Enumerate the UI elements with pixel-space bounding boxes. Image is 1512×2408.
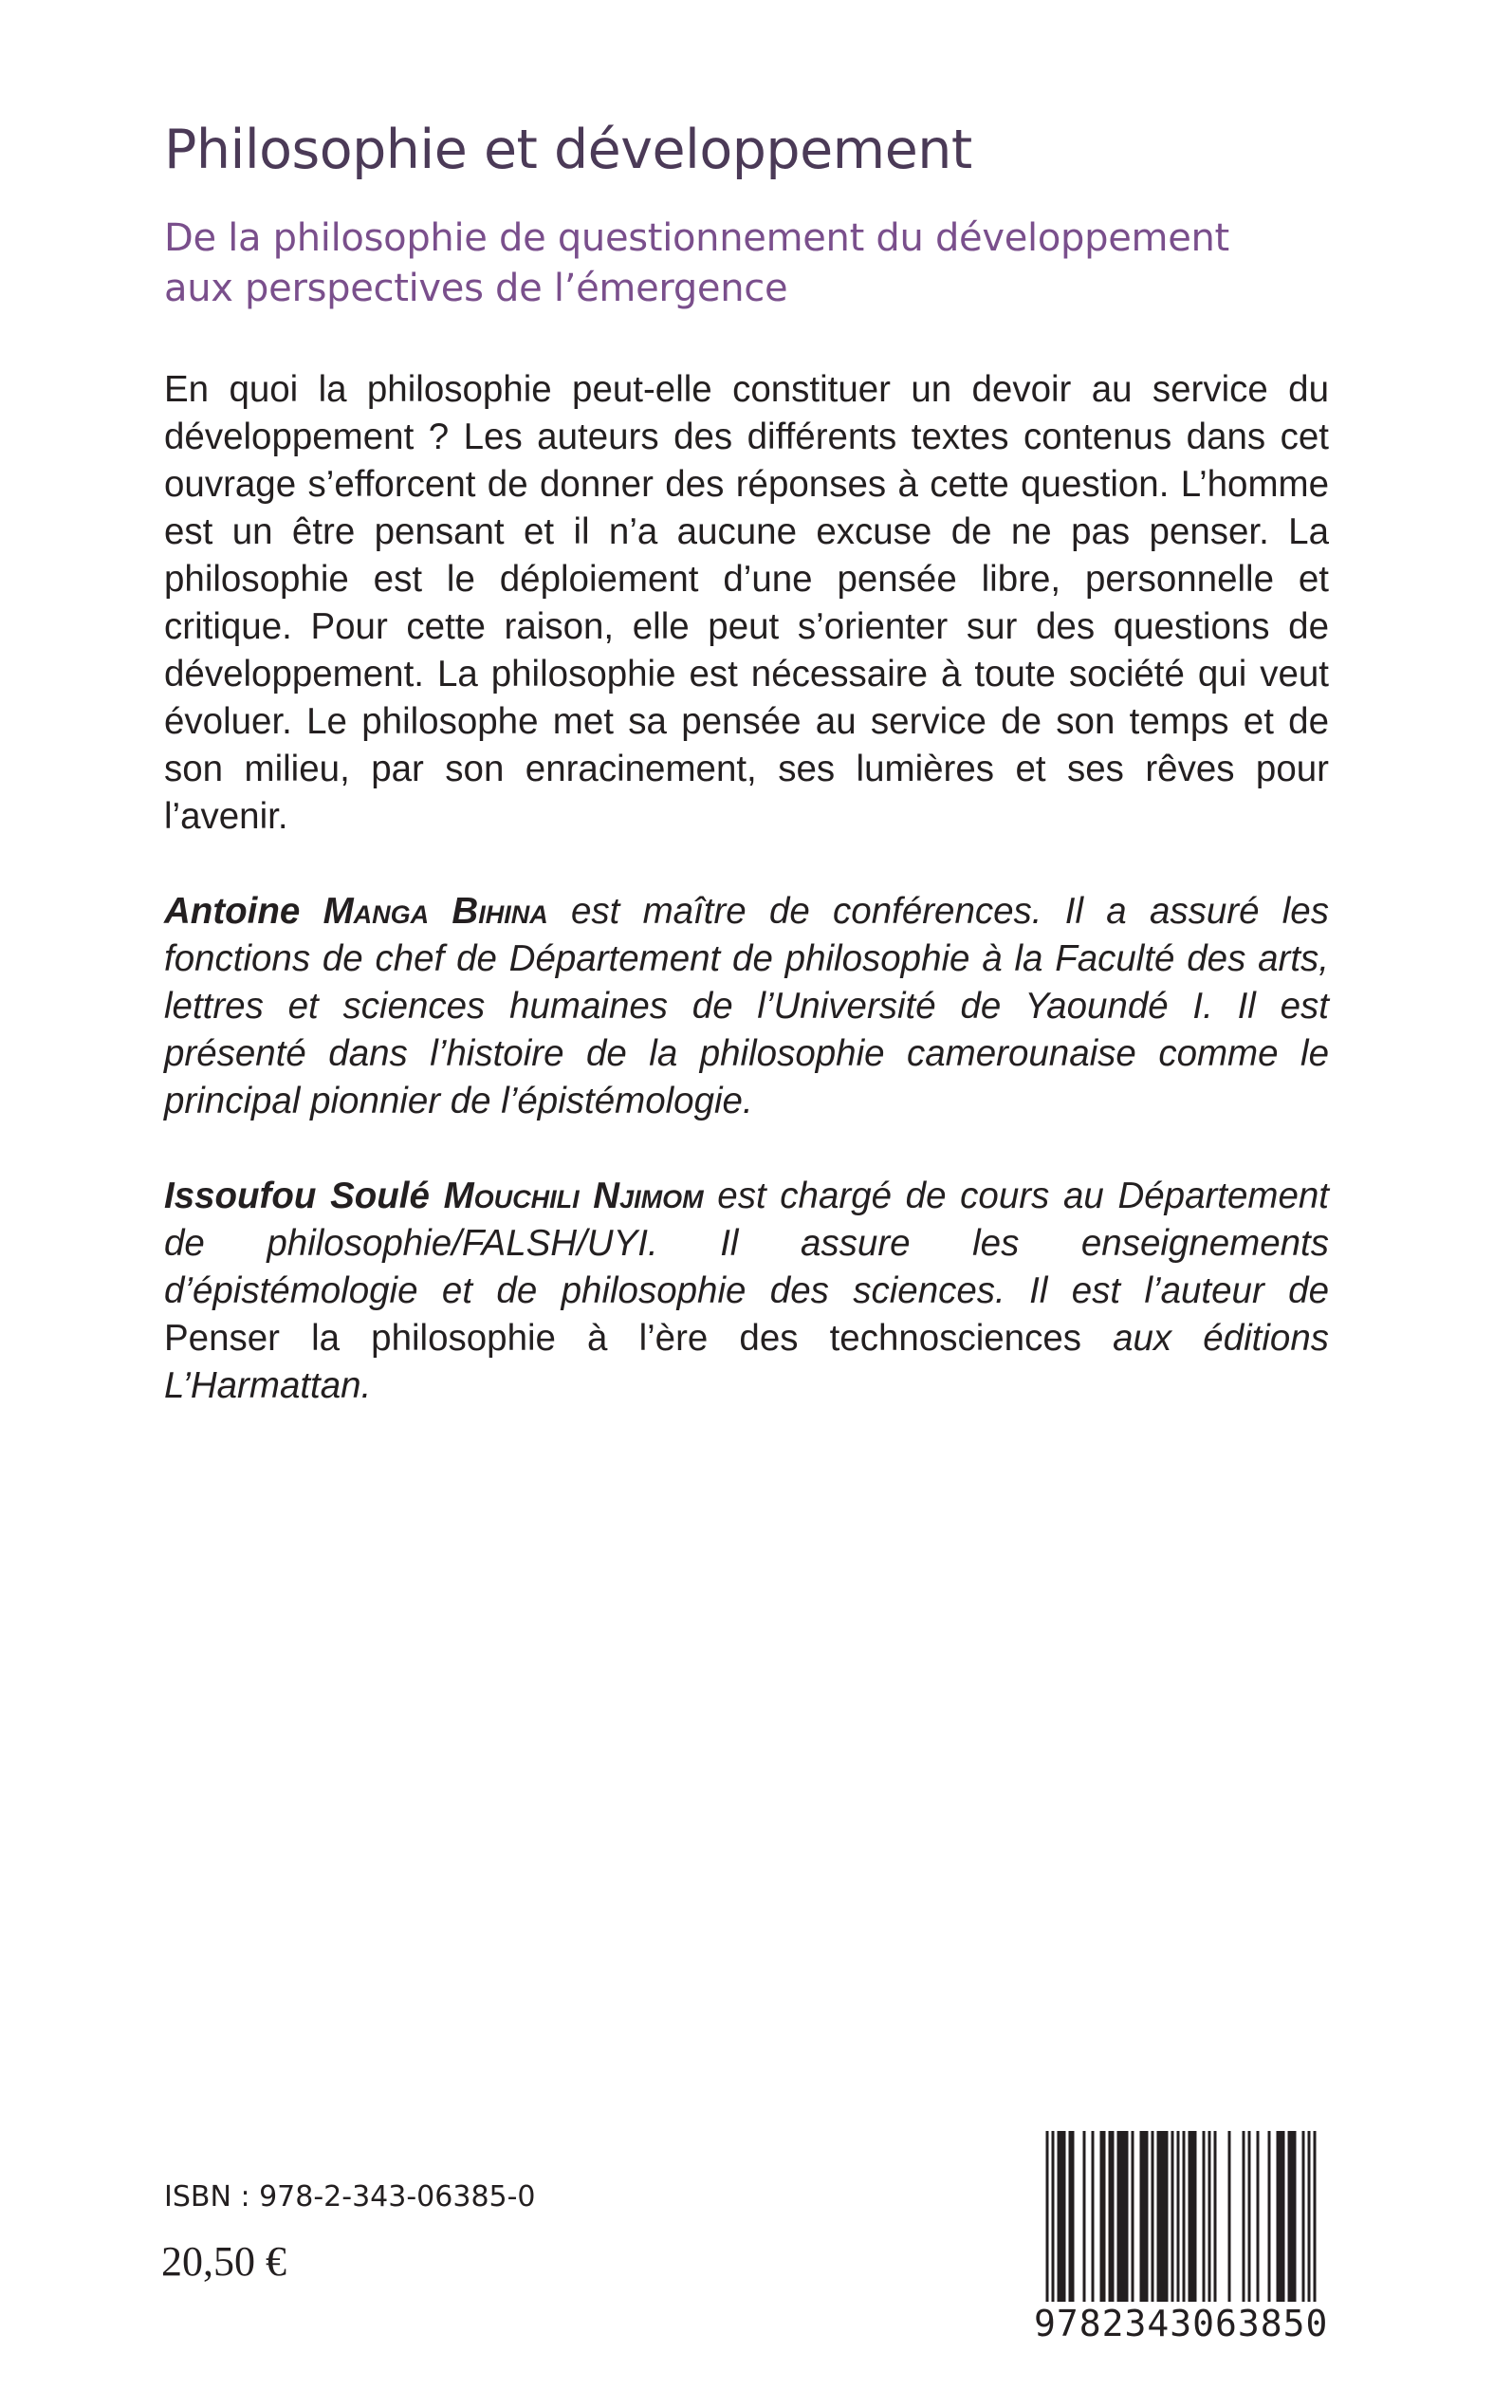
barcode-bar	[1132, 2131, 1134, 2306]
barcode-bar	[1126, 2131, 1129, 2306]
author-1-last-name: Manga Bihina	[323, 891, 548, 932]
barcode-bar	[1166, 2131, 1169, 2306]
barcode-bar	[1063, 2131, 1066, 2306]
price-label: 20,50 €	[161, 2238, 286, 2285]
barcode-bar	[1046, 2131, 1049, 2325]
author-bio-2	[164, 1173, 1329, 1410]
barcode-digits: 9782343063850	[1034, 2303, 1329, 2344]
barcode-bar	[1109, 2131, 1112, 2306]
barcode-bar	[1117, 2131, 1120, 2306]
barcode-bar	[1183, 2131, 1186, 2325]
barcode-bar	[1100, 2131, 1103, 2306]
barcode-bar	[1052, 2131, 1055, 2325]
author-2-last-name: Mouchili Njimom	[443, 1176, 704, 1216]
barcode-bar	[1163, 2131, 1166, 2306]
barcode-bar	[1243, 2131, 1245, 2306]
barcode-bar	[1143, 2131, 1146, 2306]
barcode	[1034, 2131, 1328, 2349]
subtitle-line-1: De la philosophie de questionnement du développement	[164, 216, 1229, 260]
barcode-bar	[1257, 2131, 1260, 2306]
barcode-bar	[1072, 2131, 1075, 2306]
barcode-bar	[1228, 2131, 1231, 2306]
barcode-bar	[1083, 2131, 1086, 2306]
barcode-bar	[1146, 2131, 1149, 2306]
barcode-bar	[1282, 2131, 1285, 2306]
barcode-bar	[1291, 2131, 1294, 2306]
author-bio-1	[164, 888, 1329, 1125]
barcode-bar	[1208, 2131, 1211, 2306]
barcode-bar	[1308, 2131, 1311, 2325]
barcode-bar	[1103, 2131, 1106, 2306]
author-1-bio-text: est maître de conférences. Il a assuré les fonctions de chef de Département de philosophie à la Faculté des arts, lettres et sciences humaines de l’Université de Yaoundé I. Il est présenté dans l’histoire de la philosophie camerounaise comme le principal pionnier de l’épistémologie.	[164, 891, 1329, 1121]
book-description: En quoi la philosophie peut-elle constituer un devoir au service du développement ? Les auteurs des différents textes contenus dans cet ouvrage s’efforcent de donner des réponses à cette question. L’homme est un être pensant et il n’a aucune excuse de ne pas penser. La philosophie est le déploiement d’une pensée libre, personnelle et critique. Pour cette raison, elle peut s’orienter sur des questions de développement. La philosophie est nécessaire à toute société qui veut évoluer. Le philosophe met sa pensée au service de son temps et de son milieu, par son enracinement, ses lumières et ses rêves pour l’avenir.	[164, 369, 1329, 837]
barcode-bar	[1294, 2131, 1297, 2306]
barcode-bar	[1214, 2131, 1217, 2306]
book-subtitle	[164, 213, 1397, 314]
subtitle-line-2: aux perspectives de l’émergence	[164, 267, 788, 310]
barcode-bar	[1314, 2131, 1317, 2325]
author-2-first-name: Issoufou Soulé	[164, 1176, 430, 1216]
barcode-bar	[1203, 2131, 1206, 2306]
barcode-bar	[1140, 2131, 1143, 2306]
barcode-bar	[1160, 2131, 1163, 2306]
barcode-bar	[1280, 2131, 1282, 2306]
barcode-bar	[1302, 2131, 1305, 2306]
barcode-bar	[1058, 2131, 1060, 2306]
book-title: Philosophie et développement	[164, 119, 972, 181]
author-2-bio-text: est chargé de cours au Département de philosophie/FALSH/UYI. Il assure les enseignements d’épistémologie et de philosophie des sciences. Il est l’auteur de	[164, 1176, 1330, 1311]
barcode-bar	[1288, 2131, 1291, 2306]
publisher-text: aux éditions L’Harmattan.	[164, 1318, 1329, 1406]
barcode-bar	[1112, 2131, 1115, 2306]
barcode-bar	[1194, 2131, 1197, 2306]
barcode-bar	[1092, 2131, 1095, 2306]
isbn-number: ISBN : 978-2-343-06385-0	[164, 2180, 536, 2214]
barcode-bar	[1268, 2131, 1271, 2306]
barcode-bar	[1177, 2131, 1180, 2325]
barcode-bar	[1157, 2131, 1160, 2306]
barcode-bar	[1060, 2131, 1063, 2306]
barcode-bar	[1120, 2131, 1123, 2306]
barcode-bar	[1277, 2131, 1280, 2306]
barcode-bar	[1171, 2131, 1174, 2306]
barcode-bar	[1191, 2131, 1194, 2306]
barcode-bar	[1152, 2131, 1154, 2306]
author-1-first-name: Antoine	[164, 891, 301, 932]
barcode-bar	[1123, 2131, 1126, 2306]
barcode-bar	[1189, 2131, 1191, 2306]
barcode-bar	[1248, 2131, 1251, 2306]
referenced-book-title: Penser la philosophie à l’ère des technosciences	[164, 1318, 1081, 1359]
barcode-bar	[1069, 2131, 1072, 2306]
